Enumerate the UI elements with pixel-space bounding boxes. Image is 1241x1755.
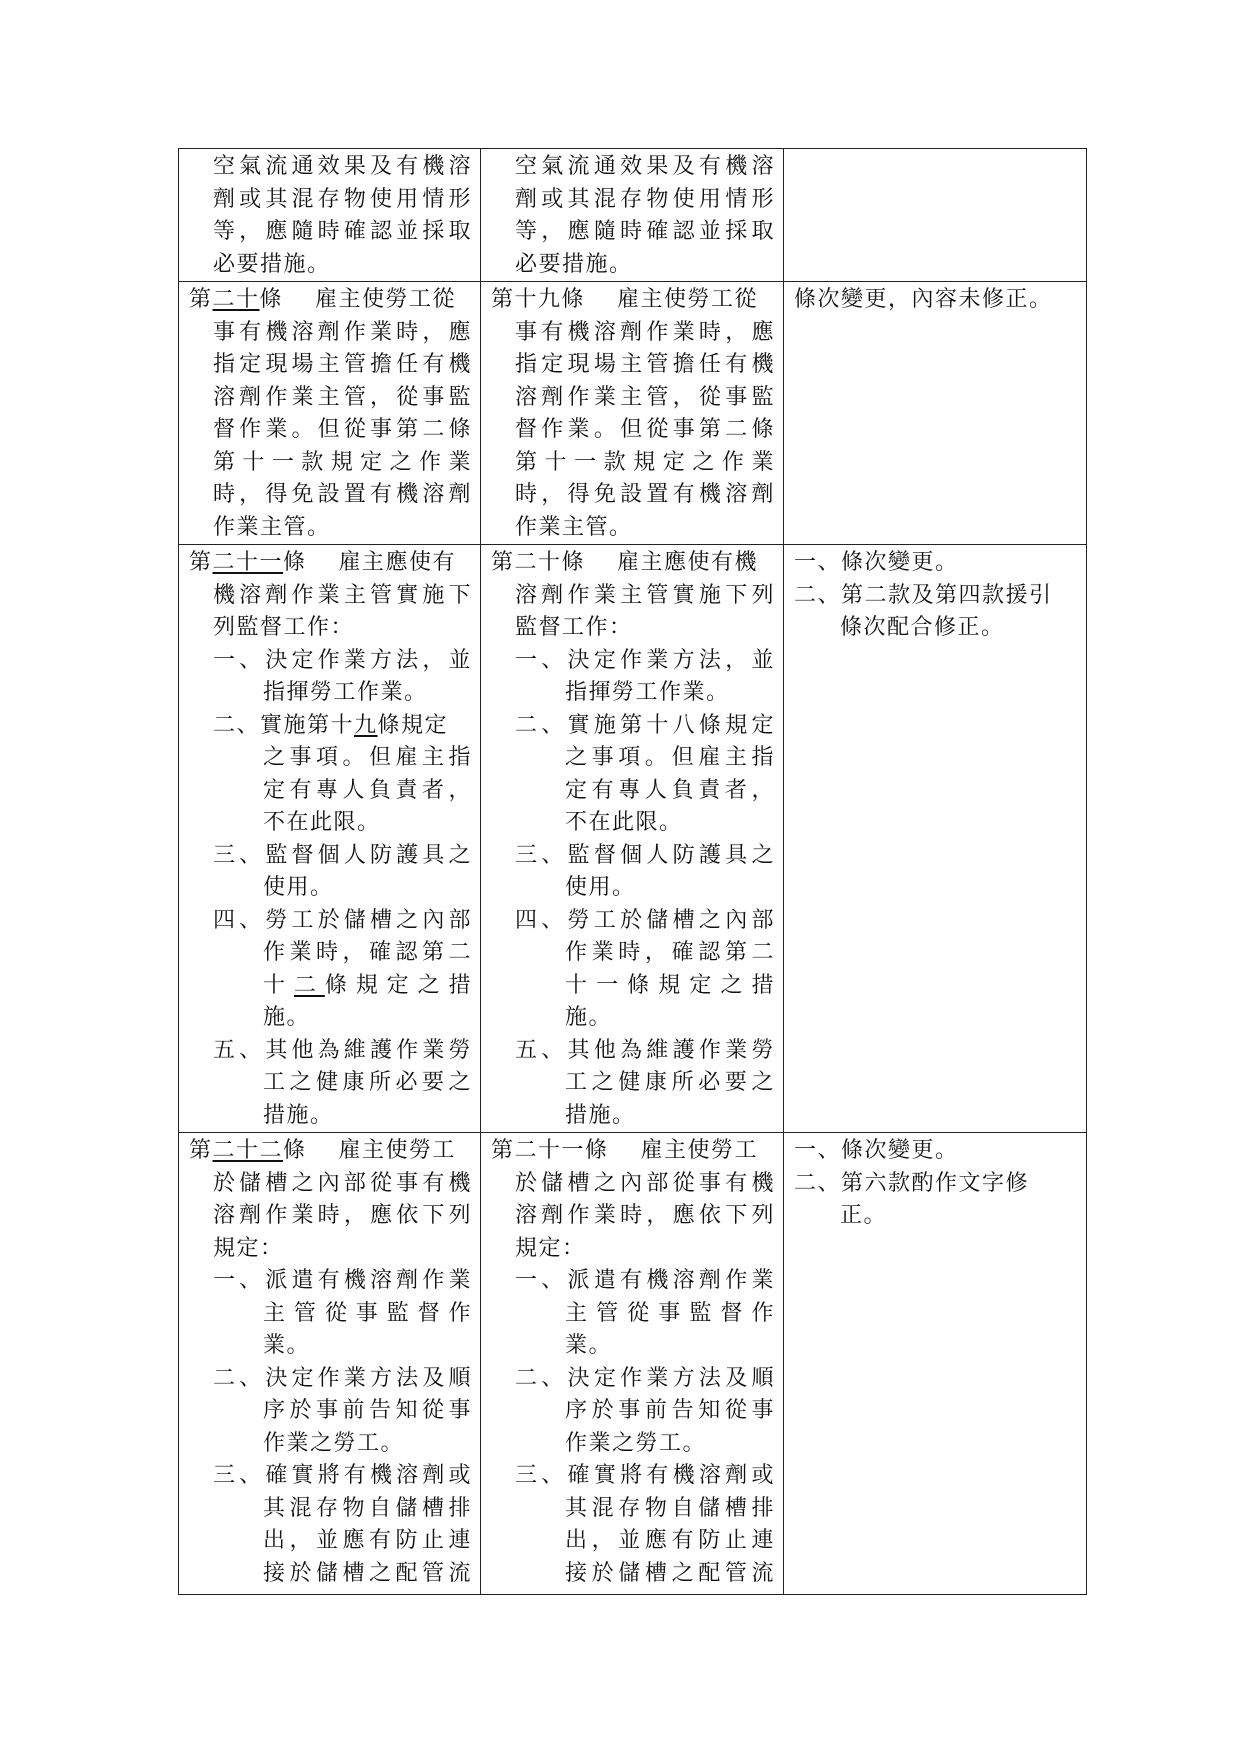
text-line: 事有機溶劑作業時，應 bbox=[213, 319, 472, 345]
text-line: 第十一款規定之作業 bbox=[515, 449, 775, 475]
text-line: 工之健康所必要之 bbox=[263, 1070, 472, 1095]
text-line: 空氣流通效果及有機溶 bbox=[515, 154, 775, 179]
text-line: 定有專人負責者， bbox=[565, 777, 775, 803]
text-line: 出，並應有防止連 bbox=[263, 1528, 472, 1553]
amended-text-cell bbox=[179, 282, 481, 545]
explanation-line: 一、條次變更。 bbox=[794, 550, 959, 575]
explanation-line: 二、第六款酌作文字修 bbox=[794, 1170, 1030, 1196]
text-line: 規定： bbox=[515, 1235, 586, 1261]
article-heading: 第二十一條 雇主使勞工 bbox=[491, 1138, 758, 1163]
list-item: 三、確實將有機溶劑或 bbox=[515, 1463, 775, 1488]
table-row bbox=[179, 282, 1087, 545]
text-line: 溶劑作業主管，從事監 bbox=[515, 384, 775, 410]
text-line: 空氣流通效果及有機溶 bbox=[213, 154, 472, 179]
text-line: 機溶劑作業主管實施下 bbox=[213, 582, 472, 608]
text-line: 接於儲槽之配管流 bbox=[565, 1560, 775, 1586]
text-line: 監督工作： bbox=[515, 615, 633, 640]
text-line: 其混存物自儲槽排 bbox=[263, 1495, 472, 1521]
text-line: 作業時，確認第二 bbox=[565, 940, 775, 965]
text-line: 劑或其混存物使用情形 bbox=[515, 186, 775, 212]
text-line: 定有專人負責者， bbox=[263, 777, 472, 803]
text-line: 指定現場主管擔任有機 bbox=[515, 352, 775, 377]
list-item: 二、實施第十八條規定 bbox=[515, 712, 775, 738]
amended-text-cell bbox=[179, 545, 481, 1133]
text-line: 業。 bbox=[565, 1333, 613, 1358]
text-line: 主管從事監督作 bbox=[263, 1300, 472, 1326]
article-heading: 第二十一條 雇主應使有 bbox=[189, 550, 457, 575]
explanation-cell bbox=[784, 149, 1087, 282]
text-line: 接於儲槽之配管流 bbox=[263, 1560, 472, 1586]
text-line: 列監督工作： bbox=[213, 615, 355, 640]
article-heading: 第二十條 雇主使勞工從 bbox=[189, 287, 457, 312]
text-line: 之事項。但雇主指 bbox=[565, 745, 775, 770]
text-line: 措施。 bbox=[263, 1102, 334, 1128]
list-item: 三、監督個人防護具之 bbox=[515, 842, 775, 868]
text-line: 指揮勞工作業。 bbox=[263, 680, 428, 705]
text-line: 出，並應有防止連 bbox=[565, 1528, 775, 1553]
text-line: 工之健康所必要之 bbox=[565, 1070, 775, 1095]
text-line: 措施。 bbox=[565, 1102, 636, 1128]
text-line: 必要措施。 bbox=[515, 251, 633, 277]
text-line: 使用。 bbox=[263, 875, 334, 900]
table-row bbox=[179, 149, 1087, 282]
amendment-comparison-table bbox=[178, 148, 1087, 1595]
text-line: 於儲槽之內部從事有機 bbox=[515, 1170, 775, 1196]
text-line: 等，應隨時確認並採取 bbox=[515, 219, 775, 244]
list-item: 一、派遣有機溶劑作業 bbox=[213, 1268, 472, 1293]
changed-article-number: 二 bbox=[293, 972, 325, 998]
text-line: 指定現場主管擔任有機 bbox=[213, 352, 472, 377]
list-item: 二、決定作業方法及順 bbox=[515, 1365, 775, 1391]
changed-article-number: 九 bbox=[354, 712, 378, 738]
text-line: 使用。 bbox=[565, 875, 636, 900]
changed-article-number: 二十 bbox=[212, 287, 260, 312]
text-line: 不在此限。 bbox=[565, 810, 683, 835]
text-line: 於儲槽之內部從事有機 bbox=[213, 1170, 472, 1196]
text-line: 序於事前告知從事 bbox=[565, 1398, 775, 1423]
text-line: 督作業。但從事第二條 bbox=[515, 417, 775, 442]
explanation-line: 正。 bbox=[840, 1203, 888, 1228]
text-line: 不在此限。 bbox=[263, 810, 381, 835]
text-line: 施。 bbox=[263, 1005, 311, 1030]
table-row bbox=[179, 1133, 1087, 1595]
amended-text-cell bbox=[179, 149, 481, 282]
current-text-cell bbox=[481, 282, 784, 545]
current-text-cell bbox=[481, 149, 784, 282]
text-line: 序於事前告知從事 bbox=[263, 1398, 472, 1423]
list-item: 二、實施第十九條規定 bbox=[213, 712, 449, 738]
list-item: 一、決定作業方法，並 bbox=[213, 647, 472, 673]
explanation-line: 二、第二款及第四款援引 bbox=[794, 582, 1053, 608]
text-line: 十二條規定之措 bbox=[263, 972, 472, 998]
text-line: 作業主管。 bbox=[213, 514, 331, 540]
text-line: 劑或其混存物使用情形 bbox=[213, 186, 472, 212]
list-item: 四、勞工於儲槽之內部 bbox=[515, 907, 775, 933]
text-line: 作業之勞工。 bbox=[263, 1430, 405, 1456]
list-item: 二、決定作業方法及順 bbox=[213, 1365, 472, 1391]
article-heading: 第十九條 雇主使勞工從 bbox=[491, 287, 758, 312]
text-line: 指揮勞工作業。 bbox=[565, 680, 730, 705]
changed-article-number: 二十二 bbox=[212, 1138, 284, 1163]
current-text-cell bbox=[481, 545, 784, 1133]
list-item: 三、監督個人防護具之 bbox=[213, 842, 472, 868]
text-line: 必要措施。 bbox=[213, 251, 331, 277]
table-row bbox=[179, 545, 1087, 1133]
text-line: 第十一款規定之作業 bbox=[213, 449, 472, 475]
text-line: 時，得免設置有機溶劑 bbox=[515, 482, 775, 507]
explanation-line: 一、條次變更。 bbox=[794, 1138, 959, 1163]
amended-text-cell bbox=[179, 1133, 481, 1595]
text-line: 十一條規定之措 bbox=[565, 972, 775, 998]
text-line: 溶劑作業時，應依下列 bbox=[515, 1203, 775, 1228]
text-line: 作業主管。 bbox=[515, 514, 633, 540]
text-line: 溶劑作業主管實施下列 bbox=[515, 582, 775, 608]
text-line: 溶劑作業時，應依下列 bbox=[213, 1203, 472, 1228]
text-line: 作業時，確認第二 bbox=[263, 940, 472, 965]
text-line: 溶劑作業主管，從事監 bbox=[213, 384, 472, 410]
explanation-line: 條次配合修正。 bbox=[840, 615, 1005, 640]
text-line: 施。 bbox=[565, 1005, 613, 1030]
list-item: 一、派遣有機溶劑作業 bbox=[515, 1268, 775, 1293]
text-line: 其混存物自儲槽排 bbox=[565, 1495, 775, 1521]
list-item: 三、確實將有機溶劑或 bbox=[213, 1463, 472, 1488]
explanation-cell bbox=[784, 1133, 1087, 1595]
text-line: 等，應隨時確認並採取 bbox=[213, 219, 472, 244]
explanation-cell bbox=[784, 545, 1087, 1133]
list-item: 一、決定作業方法，並 bbox=[515, 647, 775, 673]
text-line: 業。 bbox=[263, 1333, 311, 1358]
text-line: 之事項。但雇主指 bbox=[263, 745, 472, 770]
article-heading: 第二十條 雇主應使有機 bbox=[491, 550, 758, 575]
list-item: 四、勞工於儲槽之內部 bbox=[213, 907, 472, 933]
list-item: 五、其他為維護作業勞 bbox=[515, 1037, 775, 1063]
article-heading: 第二十二條 雇主使勞工 bbox=[189, 1138, 457, 1163]
text-line: 規定： bbox=[213, 1235, 284, 1261]
text-line: 時，得免設置有機溶劑 bbox=[213, 482, 472, 507]
list-item: 五、其他為維護作業勞 bbox=[213, 1037, 472, 1063]
explanation-line: 條次變更，內容未修正。 bbox=[794, 287, 1053, 312]
explanation-cell bbox=[784, 282, 1087, 545]
text-line: 作業之勞工。 bbox=[565, 1430, 707, 1456]
text-line: 主管從事監督作 bbox=[565, 1300, 775, 1326]
text-line: 督作業。但從事第二條 bbox=[213, 417, 472, 442]
text-line: 事有機溶劑作業時，應 bbox=[515, 319, 775, 345]
current-text-cell bbox=[481, 1133, 784, 1595]
changed-article-number: 二十一 bbox=[212, 550, 284, 575]
